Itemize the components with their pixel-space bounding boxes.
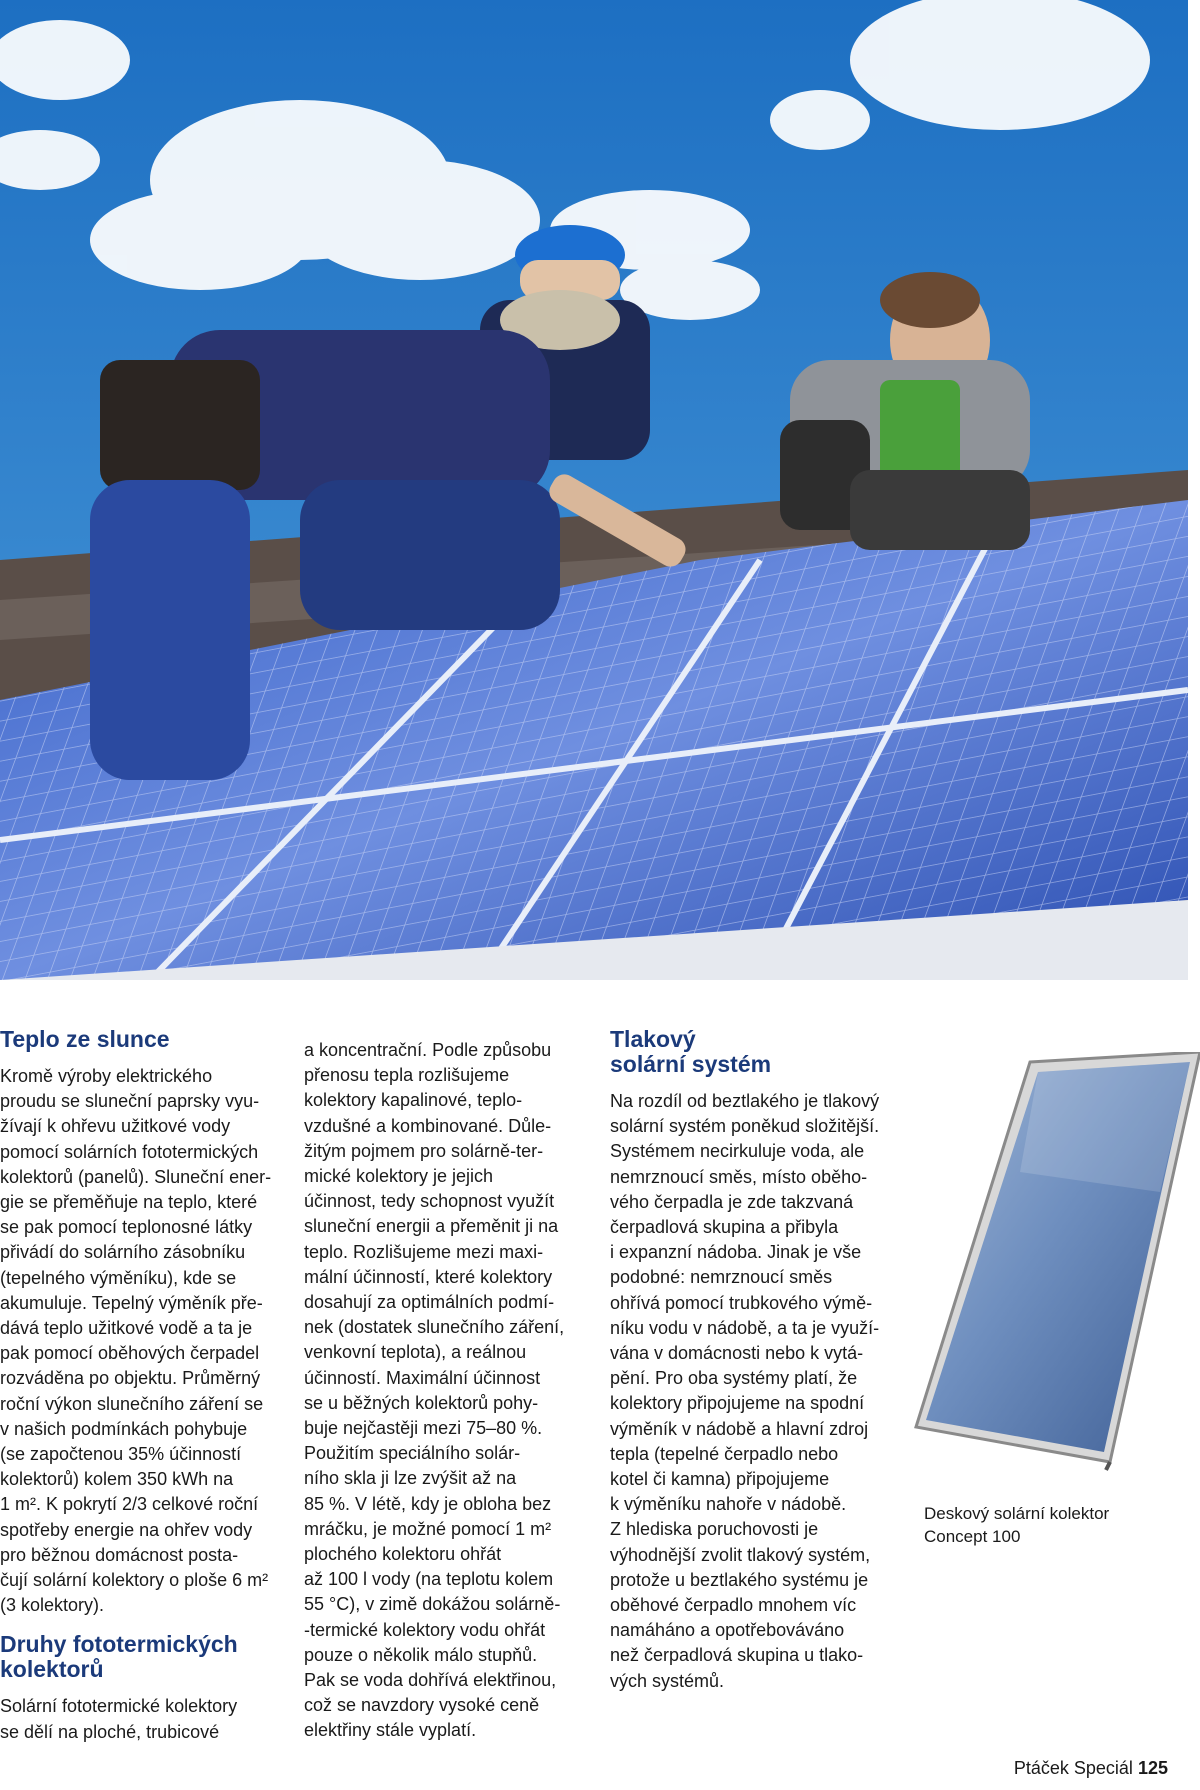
page-number: 125 bbox=[1137, 1758, 1168, 1778]
solar-collector-image bbox=[910, 1052, 1200, 1477]
column2-body: a koncentrační. Podle způsobu přenosu tepla rozlišujeme kolektory kapalinové, teplo- vzdušné a kombinované. Důle- žitým pojmem pro solárně-ter- mické kolektory je jejich účinnost, tedy schopnost využít sluneční energii a přeměnit ji na teplo. Rozlišujeme mezi maxi- mální účinností, které kolektory dosahují za optimálních podmí- nek (dostatek slunečního záření, venkovní teplota), a reálnou účinností. Maximální účinnost se u běžných kolektorů pohy- buje nejčastěji mezi 75–80 %. Použitím speciálního solár- ního skla ji lze zvýšit až na 85 %. V létě, kdy je obloha bez mráčku, je možné pomocí 1 m² plochého kolektoru ohřát až 100 l vody (na teplotu kolem 55 °C), v zimě dokážou solárně- -termické kolektory vodu ohřát pouze o několik málo stupňů. Pak se voda dohřívá elektřinou, což se navzdory vysoké ceně elektřiny stále vyplatí. bbox=[304, 1040, 565, 1741]
heading-teplo-ze-slunce: Teplo ze slunce bbox=[0, 1026, 170, 1052]
column-1 bbox=[0, 1027, 280, 1745]
column-3 bbox=[610, 1027, 900, 1694]
section2-body: Solární fototermické kolektory se dělí na ploché, trubicové bbox=[0, 1696, 238, 1742]
figure-caption: Deskový solární kolektor Concept 100 bbox=[924, 1504, 1110, 1546]
section3-body: Na rozdíl od beztlakého je tlakový solární systém poněkud složitější. Systémem necirkuluje voda, ale nemrznoucí směs, místo oběho- vého čerpadla je zde takzvaná čerpadlová skupina a přibyla i expanzní nádoba. Jinak je vše podobné: nemrznoucí směs ohřívá pomocí trubkového výmě- níku vodu v nádobě, a ta je využí- vána v domácnosti nebo k vytá- pění. Pro oba systémy platí, že kolektory připojujeme na spodní výměník v nádobě a hlavní zdroj tepla (tepelné čerpadlo nebo kotel či kamna) připojujeme k výměníku nahoře v nádobě. Z hlediska poruchovosti je výhodnější zvolit tlakový systém, protože u beztlakého systému je oběhové čerpadlo mnohem víc namáháno a opotřebováváno než čerpadlová skupina u tlako- vých systémů. bbox=[610, 1091, 880, 1691]
heading-tlakovy-system: Tlakový solární systém bbox=[610, 1026, 772, 1077]
heading-druhy-kolektoru: Druhy fototermických kolektorů bbox=[0, 1631, 238, 1683]
page-footer bbox=[1014, 1758, 1168, 1779]
section1-body: Kromě výroby elektrického proudu se sluneční paprsky vyu- žívají k ohřevu užitkové vody pomocí solárních fototermických kolektorů (panelů). Sluneční ener- gie se přeměňuje na teplo, které se pak pomocí teplonosné látky přivádí do solárního zásobníku (tepelného výměníku), kde se akumuluje. Tepelný výměník pře- dává teplo užitkové vodě a ta je pak pomocí oběhových čerpadel rozváděna po objektu. Průměrný roční výkon slunečního záření se v našich podmínkách pohybuje (se započtenou 35% účinností kolektorů) kolem 350 kWh na 1 m². K pokrytí 2/3 celkové roční spotřeby energie na ohřev vody pro běžnou domácnost posta- čují solární kolektory o ploše 6 m² (3 kolektory). bbox=[0, 1066, 272, 1616]
footer-brand: Ptáček Speciál bbox=[1013, 1758, 1133, 1778]
column-2 bbox=[304, 1038, 594, 1744]
